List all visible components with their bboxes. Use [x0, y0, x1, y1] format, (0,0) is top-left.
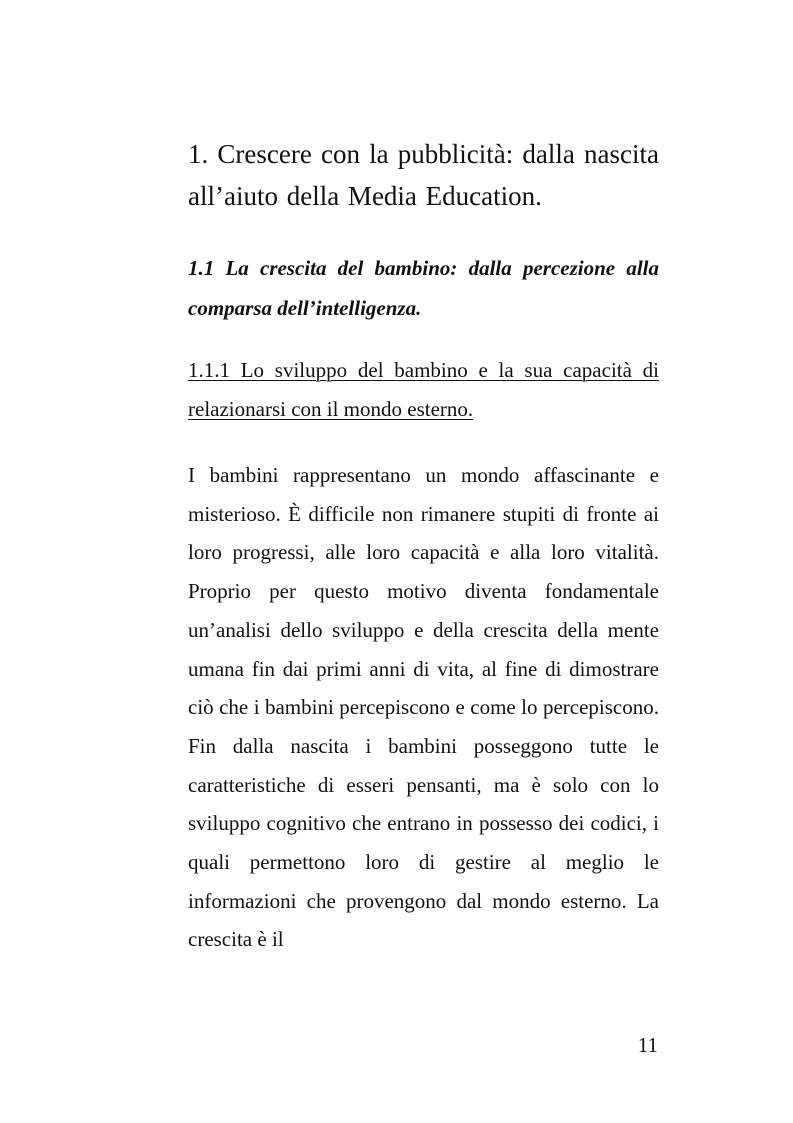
chapter-title: 1. Crescere con la pubblicità: dalla nascita all’aiuto della Media Education. [188, 139, 659, 211]
body-paragraph: I bambini rappresentano un mondo affascinante e misterioso. È difficile non rimanere stupiti di fronte ai loro progressi, alle loro capacità e alla loro vitalità. Proprio per questo motivo diventa fondamentale un’analisi dello sviluppo e della crescita della mente umana fin dai primi anni di vita, al fine di dimostrare ciò che i bambini percepiscono e come lo percepiscono. Fin dalla nascita i bambini posseggono tutte le caratteristiche di esseri pensanti, ma è solo con lo sviluppo cognitivo che entrano in possesso dei codici, i quali permettono loro di gestire al meglio le informazioni che provengono dal mondo esterno. La crescita è il [188, 463, 659, 952]
subsection-title: 1.1.1 Lo sviluppo del bambino e la sua capacità di relazionarsi con il mondo esterno. [188, 358, 659, 421]
page-number: 11 [637, 1033, 658, 1057]
section-title: 1.1 La crescita del bambino: dalla percezione alla comparsa dell’intelligenza. [188, 256, 659, 320]
subsection-heading [188, 351, 659, 429]
